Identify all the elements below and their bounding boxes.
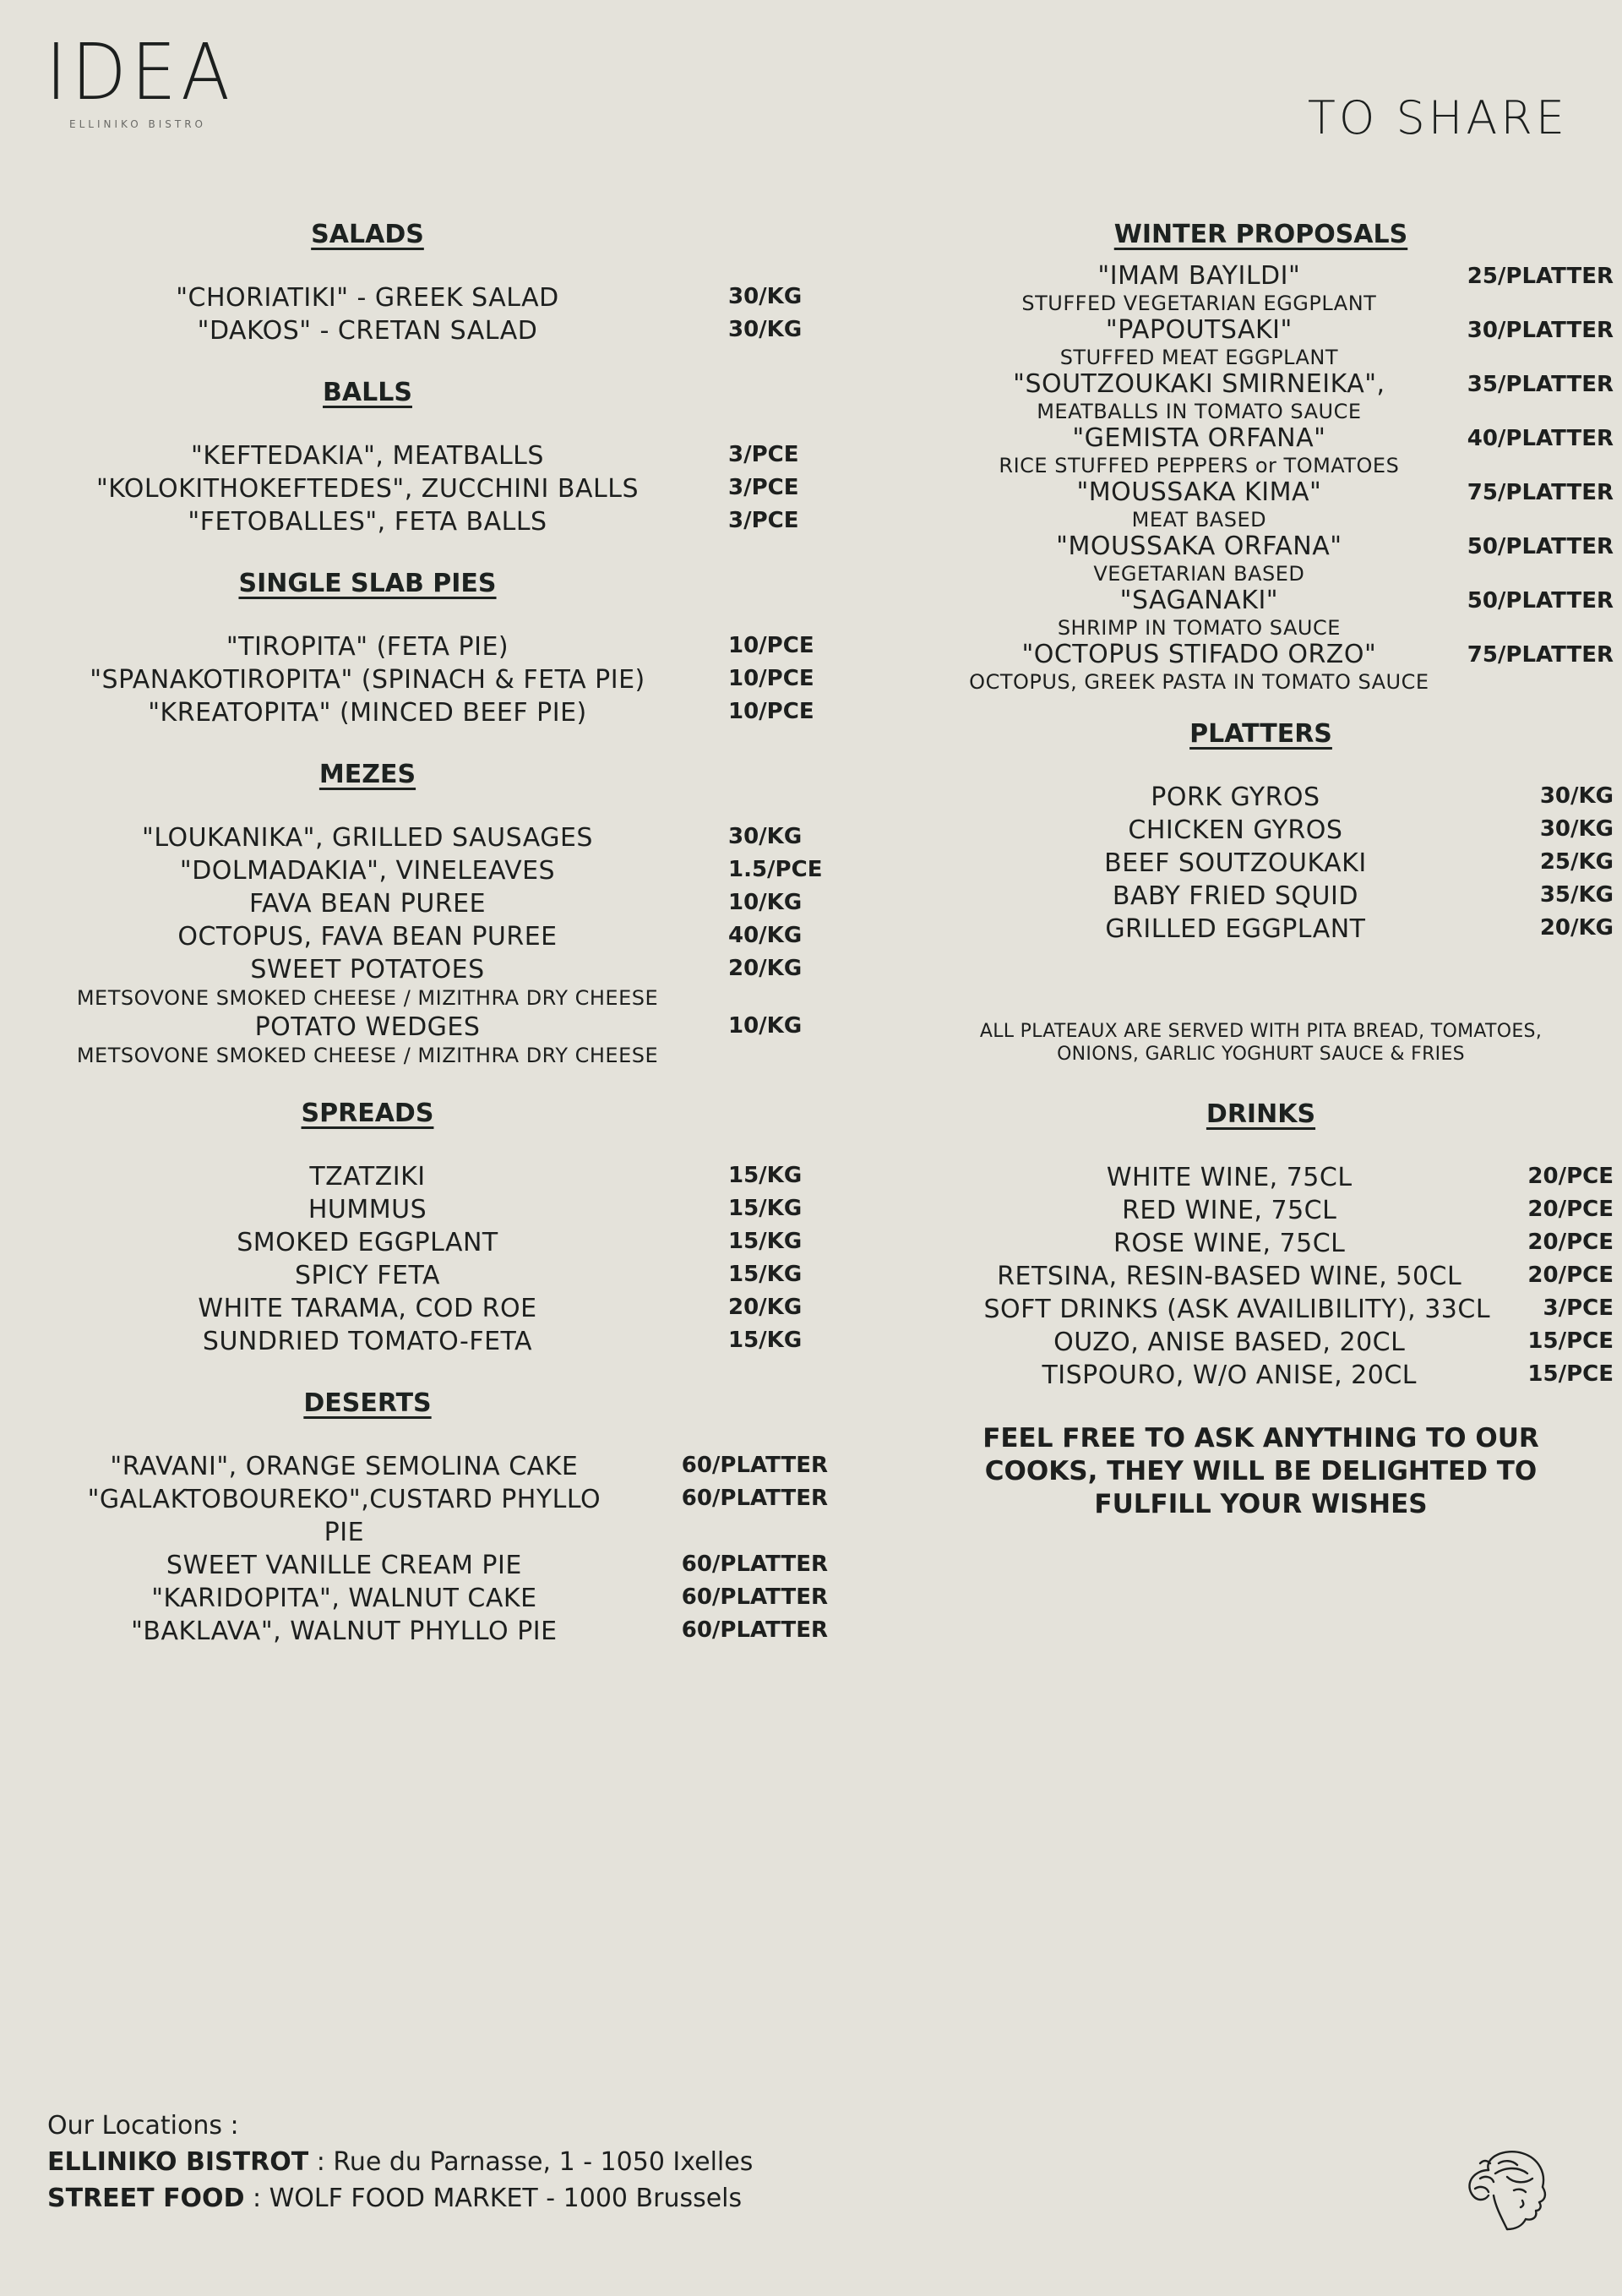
menu-item-text <box>946 814 1525 847</box>
section-title: DRINKS <box>1206 1099 1316 1129</box>
menu-item-name: "IMAM BAYILDI" <box>1097 261 1301 291</box>
menu-item-price: 20/KG <box>728 1295 803 1320</box>
menu-item-price: 30/KG <box>728 824 803 849</box>
locations-heading: Our Locations : <box>47 2111 239 2141</box>
menu-item-text <box>946 423 1452 477</box>
menu-item-name: "PAPOUTSAKI" <box>1105 315 1293 345</box>
section-single-slab-pies <box>68 569 828 729</box>
menu-item-price: 30/KG <box>728 317 803 342</box>
menu-item-name: "SOUTZOUKAKI SMIRNEIKA", <box>1013 369 1385 399</box>
menu-item-text <box>68 472 667 505</box>
menu-item <box>946 1194 1614 1227</box>
menu-item-price: 35/PLATTER <box>1467 372 1614 397</box>
menu-item-text <box>946 1326 1512 1359</box>
menu-item-text <box>68 854 667 887</box>
brand-logo <box>46 27 248 130</box>
menu-item-name: "RAVANI", ORANGE SEMOLINA CAKE <box>110 1452 579 1481</box>
menu-item <box>68 314 828 347</box>
menu-item <box>68 953 828 1011</box>
menu-item <box>68 1011 828 1068</box>
menu-item-name: RETSINA, RESIN-BASED WINE, 50CL <box>997 1262 1462 1291</box>
menu-item-text <box>946 315 1452 369</box>
menu-item <box>68 920 828 953</box>
brand-tagline-row <box>69 118 248 130</box>
menu-item-text <box>68 505 667 538</box>
menu-item-name: "LOUKANIKA", GRILLED SAUSAGES <box>142 823 593 853</box>
menu-item-text <box>68 953 667 1011</box>
menu-item <box>68 1226 828 1259</box>
menu-item <box>68 1450 828 1483</box>
menu-item-description: VEGETARIAN BASED <box>1093 562 1305 586</box>
menu-item-text <box>68 1292 667 1325</box>
menu-item <box>68 821 828 854</box>
menu-item-name: SWEET POTATOES <box>250 955 485 984</box>
section-deserts <box>68 1388 828 1648</box>
menu-item-text <box>68 1483 621 1549</box>
menu-item-price: 1.5/PCE <box>728 857 823 882</box>
menu-item-name: WHITE TARAMA, COD ROE <box>198 1294 537 1323</box>
menu-item-price: 50/PLATTER <box>1467 534 1614 559</box>
menu-item-name: RED WINE, 75CL <box>1122 1196 1337 1225</box>
menu-item-text <box>68 887 667 920</box>
section-title: PLATTERS <box>1189 719 1332 749</box>
menu-item-description: MEAT BASED <box>1131 508 1267 532</box>
menu-item-description: RICE STUFFED PEPPERS or TOMATOES <box>999 454 1400 477</box>
menu-item-description: SHRIMP IN TOMATO SAUCE <box>1057 616 1341 640</box>
location-address: : WOLF FOOD MARKET - 1000 Brussels <box>244 2184 743 2213</box>
menu-item-text <box>68 821 667 854</box>
menu-item-price: 40/PLATTER <box>1467 426 1614 451</box>
menu-item-name: OCTOPUS, FAVA BEAN PUREE <box>177 922 558 952</box>
menu-item <box>68 1160 828 1193</box>
menu-item-price: 15/KG <box>728 1196 803 1221</box>
menu-item-text <box>946 781 1525 814</box>
menu-item-name: OUZO, ANISE BASED, 20CL <box>1053 1328 1406 1357</box>
menu-item-name: "KREATOPITA" (MINCED BEEF PIE) <box>148 698 587 728</box>
menu-item <box>946 315 1614 369</box>
menu-item <box>946 369 1614 423</box>
menu-item <box>946 1293 1614 1326</box>
menu-item-price: 10/PCE <box>728 633 814 658</box>
brand-name: IDEA <box>46 27 235 117</box>
menu-item-text <box>946 913 1525 946</box>
menu-item-text <box>68 1615 621 1648</box>
menu-item-text <box>946 640 1452 694</box>
menu-item-price: 15/PCE <box>1527 1361 1614 1387</box>
menu-item <box>946 423 1614 477</box>
location-name: STREET FOOD <box>47 2184 245 2213</box>
menu-item-description: MEATBALLS IN TOMATO SAUCE <box>1037 400 1362 423</box>
menu-item <box>946 1326 1614 1359</box>
menu-item-text <box>946 1161 1512 1194</box>
menu-item-price: 60/PLATTER <box>681 1584 828 1610</box>
menu-item-name: POTATO WEDGES <box>254 1012 481 1042</box>
menu-item-text <box>68 281 667 314</box>
menu-item-text <box>68 314 667 347</box>
left-column <box>68 220 828 1678</box>
menu-item-price: 75/PLATTER <box>1467 642 1614 668</box>
menu-item-name: "DAKOS" - CRETAN SALAD <box>197 316 538 346</box>
section-title: DESERTS <box>303 1388 432 1418</box>
menu-item-text <box>68 920 667 953</box>
menu-item-name: "FETOBALLES", FETA BALLS <box>188 507 547 537</box>
menu-item <box>946 814 1614 847</box>
menu-item-text <box>946 532 1452 586</box>
section-title: SINGLE SLAB PIES <box>238 569 497 598</box>
platters-note: ALL PLATEAUX ARE SERVED WITH PITA BREAD, TOMATOES, ONIONS, GARLIC YOGHURT SAUCE & FRIES <box>979 1021 1543 1065</box>
menu-item <box>946 1359 1614 1392</box>
menu-item-price: 30/KG <box>1539 783 1614 809</box>
menu-item-price: 15/PCE <box>1527 1328 1614 1354</box>
menu-item-name: TZATZIKI <box>309 1162 426 1192</box>
menu-item-price: 60/PLATTER <box>681 1486 828 1511</box>
menu-item-text <box>946 880 1525 913</box>
menu-item-text <box>68 1549 621 1582</box>
menu-item-text <box>68 1160 667 1193</box>
menu-item-description: METSOVONE SMOKED CHEESE / MIZITHRA DRY CHEESE <box>76 1044 659 1067</box>
menu-item <box>68 1325 828 1358</box>
menu-item <box>68 1615 828 1648</box>
menu-item-name: SMOKED EGGPLANT <box>237 1228 498 1257</box>
menu-item-text <box>946 369 1452 423</box>
menu-item-text <box>68 630 667 663</box>
menu-item-name: BEEF SOUTZOUKAKI <box>1104 848 1367 878</box>
menu-item-price: 35/KG <box>1539 882 1614 908</box>
menu-item-name: SUNDRIED TOMATO-FETA <box>202 1327 533 1356</box>
menu-item-price: 3/PCE <box>728 508 799 533</box>
menu-item-name: "OCTOPUS STIFADO ORZO" <box>1021 640 1377 669</box>
section-spreads <box>68 1099 828 1358</box>
section-title: SALADS <box>311 220 424 249</box>
menu-item-price: 10/KG <box>728 890 803 915</box>
menu-item-description: OCTOPUS, GREEK PASTA IN TOMATO SAUCE <box>969 670 1429 694</box>
menu-item-text <box>68 1011 667 1068</box>
menu-item-price: 20/PCE <box>1527 1230 1614 1255</box>
location-line <box>47 2180 753 2217</box>
menu-item-text <box>946 477 1452 532</box>
section-title: SPREADS <box>301 1099 434 1128</box>
menu-item-price: 20/KG <box>728 956 803 981</box>
menu-item-text <box>946 586 1452 640</box>
menu-item-text <box>68 1450 621 1483</box>
menu-item <box>68 472 828 505</box>
menu-item-text <box>68 1259 667 1292</box>
menu-item-price: 30/KG <box>728 284 803 309</box>
section-title: MEZES <box>318 760 416 789</box>
menu-item-text <box>946 1194 1512 1227</box>
section-winter-proposals <box>946 220 1614 694</box>
menu-item-price: 30/KG <box>1539 816 1614 842</box>
menu-item-name: TISPOURO, W/O ANISE, 20CL <box>1042 1361 1417 1390</box>
menu-item-text <box>68 1582 621 1615</box>
menu-item-description: STUFFED VEGETARIAN EGGPLANT <box>1021 292 1377 315</box>
menu-item-description: METSOVONE SMOKED CHEESE / MIZITHRA DRY CHEESE <box>76 986 659 1010</box>
menu-item-text <box>946 1293 1528 1326</box>
menu-item-price: 15/KG <box>728 1229 803 1254</box>
menu-item-price: 3/PCE <box>728 475 799 500</box>
menu-item-name: "KOLOKITHOKEFTEDES", ZUCCHINI BALLS <box>95 474 640 504</box>
menu-item <box>68 1483 828 1549</box>
menu-item <box>68 439 828 472</box>
menu-item-name: ROSE WINE, 75CL <box>1113 1229 1346 1258</box>
menu-item <box>68 854 828 887</box>
menu-item-name: "TIROPITA" (FETA PIE) <box>226 632 509 662</box>
location-name: ELLINIKO BISTROT <box>47 2147 309 2177</box>
menu-item-name: "KARIDOPITA", WALNUT CAKE <box>151 1584 537 1613</box>
menu-item-price: 20/PCE <box>1527 1263 1614 1288</box>
menu-item-name: "SAGANAKI" <box>1119 586 1279 615</box>
menu-item-price: 3/PCE <box>1543 1295 1614 1321</box>
menu-item-text <box>68 1325 667 1358</box>
menu-item <box>68 281 828 314</box>
menu-item-name: SPICY FETA <box>295 1261 440 1290</box>
menu-item <box>68 505 828 538</box>
menu-item-text <box>68 439 667 472</box>
menu-item <box>946 1227 1614 1260</box>
menu-item-name: HUMMUS <box>308 1195 427 1224</box>
menu-item <box>68 1292 828 1325</box>
menu-item <box>946 640 1614 694</box>
menu-item <box>946 781 1614 814</box>
menu-item-text <box>946 847 1525 880</box>
right-column <box>946 220 1614 1521</box>
menu-item-name: CHICKEN GYROS <box>1128 815 1343 845</box>
closing-message: FEEL FREE TO ASK ANYTHING TO OUR COOKS, THEY WILL BE DELIGHTED TO FULFILL YOUR WISHES <box>982 1423 1539 1519</box>
menu-item-name: "KEFTEDAKIA", MEATBALLS <box>191 441 544 471</box>
section-drinks <box>946 1099 1614 1392</box>
menu-item-price: 30/PLATTER <box>1467 318 1614 343</box>
menu-item-text <box>946 1227 1512 1260</box>
menu-item-name: "MOUSSAKA ORFANA" <box>1056 532 1342 561</box>
menu-item-name: "BAKLAVA", WALNUT PHYLLO PIE <box>131 1617 558 1646</box>
menu-item-price: 60/PLATTER <box>681 1453 828 1478</box>
menu-item-price: 15/KG <box>728 1262 803 1287</box>
menu-item-name: "DOLMADAKIA", VINELEAVES <box>179 856 556 886</box>
page-title: TO SHARE <box>1307 91 1568 145</box>
greek-head-icon <box>1455 2145 1556 2238</box>
location-line <box>47 2144 753 2180</box>
menu-item <box>946 880 1614 913</box>
menu-item-text <box>68 663 667 696</box>
locations-footer <box>47 2108 753 2217</box>
section-title: BALLS <box>323 378 412 407</box>
menu-item-price: 10/KG <box>728 1013 803 1039</box>
menu-item-name: WHITE WINE, 75CL <box>1106 1163 1353 1192</box>
menu-item <box>946 477 1614 532</box>
menu-item <box>946 586 1614 640</box>
menu-item-price: 20/PCE <box>1527 1197 1614 1222</box>
menu-item-name: "CHORIATIKI" - GREEK SALAD <box>176 283 559 313</box>
menu-item-text <box>68 1193 667 1226</box>
menu-item-price: 15/KG <box>728 1328 803 1353</box>
menu-item <box>68 887 828 920</box>
section-balls <box>68 378 828 538</box>
menu-item-price: 75/PLATTER <box>1467 480 1614 505</box>
menu-item-text <box>946 261 1452 315</box>
menu-item <box>946 261 1614 315</box>
menu-item <box>68 1193 828 1226</box>
menu-item-price: 25/PLATTER <box>1467 264 1614 289</box>
menu-item-text <box>68 1226 667 1259</box>
menu-item-name: "GALAKTOBOUREKO",CUSTARD PHYLLO PIE <box>87 1485 601 1547</box>
menu-item-price: 40/KG <box>728 923 803 948</box>
menu-item <box>68 1582 828 1615</box>
section-title: WINTER PROPOSALS <box>1113 220 1408 249</box>
menu-item-name: FAVA BEAN PUREE <box>248 889 487 919</box>
menu-item <box>68 630 828 663</box>
menu-item-text <box>68 696 667 729</box>
section-mezes <box>68 760 828 1068</box>
menu-item-name: BABY FRIED SQUID <box>1112 881 1358 911</box>
menu-item-name: GRILLED EGGPLANT <box>1105 914 1366 944</box>
menu-item-name: SOFT DRINKS (ASK AVAILIBILITY), 33CL <box>983 1295 1491 1324</box>
menu-item-price: 10/PCE <box>728 666 814 691</box>
menu-item-price: 25/KG <box>1539 849 1614 875</box>
menu-item-name: "GEMISTA ORFANA" <box>1072 423 1326 453</box>
location-address: : Rue du Parnasse, 1 - 1050 Ixelles <box>308 2147 754 2177</box>
menu-item-text <box>946 1260 1512 1293</box>
menu-item <box>68 696 828 729</box>
menu-item-price: 20/PCE <box>1527 1164 1614 1189</box>
menu-item-price: 60/PLATTER <box>681 1617 828 1643</box>
menu-item <box>946 1161 1614 1194</box>
menu-item-price: 60/PLATTER <box>681 1552 828 1577</box>
section-platters <box>946 719 1614 946</box>
menu-item-name: "MOUSSAKA KIMA" <box>1076 477 1322 507</box>
section-salads <box>68 220 828 347</box>
menu-item-price: 3/PCE <box>728 442 799 467</box>
menu-item <box>68 663 828 696</box>
menu-item-price: 50/PLATTER <box>1467 588 1614 614</box>
menu-item <box>68 1259 828 1292</box>
menu-item-name: PORK GYROS <box>1151 783 1320 812</box>
menu-item <box>68 1549 828 1582</box>
menu-item <box>946 1260 1614 1293</box>
menu-item-price: 10/PCE <box>728 699 814 724</box>
menu-item <box>946 532 1614 586</box>
menu-item-text <box>946 1359 1512 1392</box>
menu-item <box>946 913 1614 946</box>
menu-item-description: STUFFED MEAT EGGPLANT <box>1059 346 1339 369</box>
menu-item <box>946 847 1614 880</box>
menu-item-name: SWEET VANILLE CREAM PIE <box>166 1551 522 1580</box>
menu-item-price: 20/KG <box>1539 915 1614 941</box>
menu-item-name: "SPANAKOTIROPITA" (SPINACH & FETA PIE) <box>90 665 645 695</box>
menu-item-price: 15/KG <box>728 1163 803 1188</box>
brand-tagline: ELLINIKO BISTRO <box>69 118 206 130</box>
